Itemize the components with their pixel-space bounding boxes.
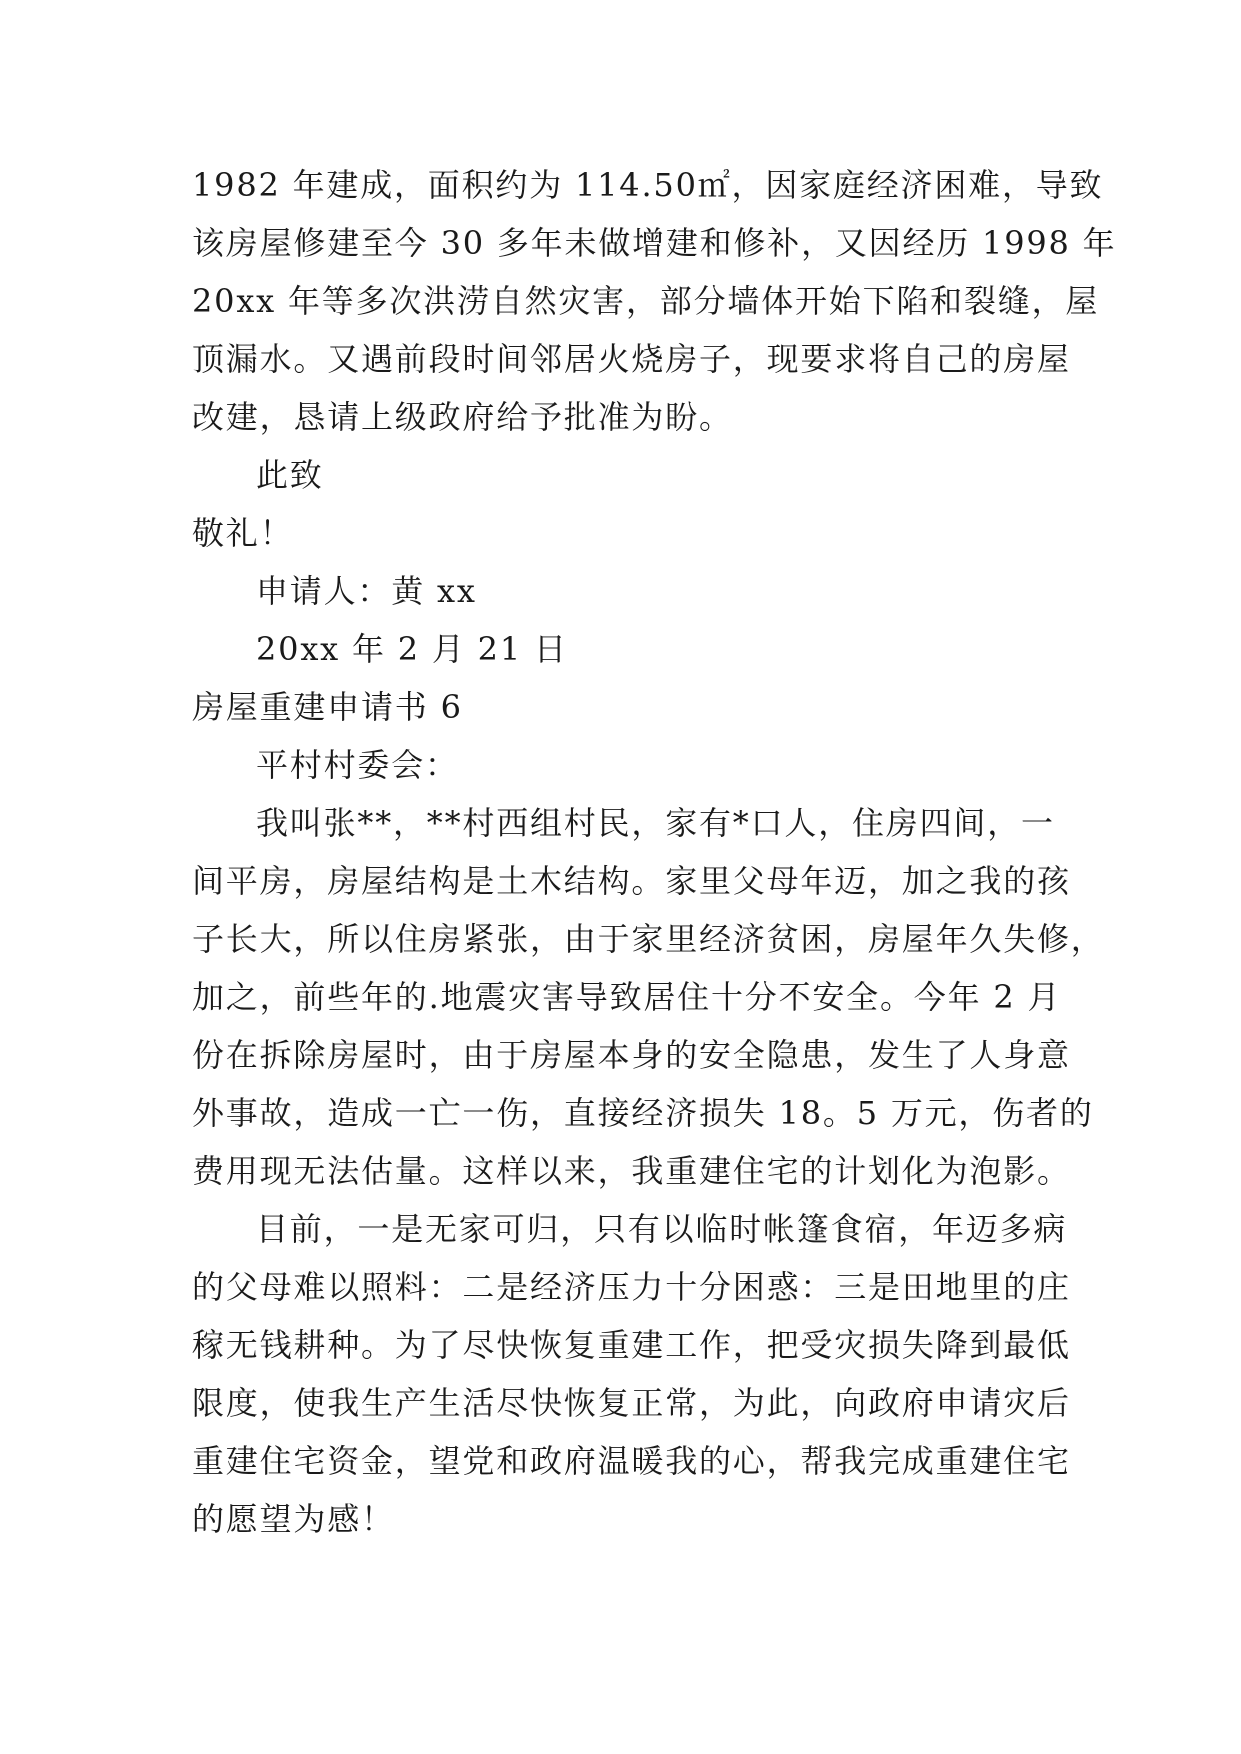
section-title: 房屋重建申请书 6: [192, 688, 463, 726]
text-line: 目前，一是无家可归，只有以临时帐篷食宿，年迈多病: [256, 1210, 1068, 1248]
text-line: 稼无钱耕种。为了尽快恢复重建工作，把受灾损失降到最低: [192, 1326, 1071, 1364]
closing-salutation: 此致: [256, 456, 324, 494]
text-line: 的愿望为感！: [192, 1500, 395, 1538]
text-line: 20xx 年等多次洪涝自然灾害，部分墙体开始下陷和裂缝，屋: [192, 282, 1100, 320]
closing-regards: 敬礼！: [192, 514, 294, 552]
text-line: 间平房，房屋结构是土木结构。家里父母年迈，加之我的孩: [192, 862, 1071, 900]
text-line: 改建，恳请上级政府给予批准为盼。: [192, 398, 733, 436]
applicant-signature: 申请人：黄 xx: [256, 572, 477, 610]
text-line: 我叫张**，**村西组村民，家有*口人，住房四间，一: [256, 804, 1055, 842]
text-line: 1982 年建成，面积约为 114.50㎡，因家庭经济困难，导致: [192, 166, 1104, 204]
letter-date: 20xx 年 2 月 21 日: [256, 630, 568, 668]
text-line: 份在拆除房屋时，由于房屋本身的安全隐患，发生了人身意: [192, 1036, 1071, 1074]
text-line: 的父母难以照料：二是经济压力十分困惑：三是田地里的庄: [192, 1268, 1071, 1306]
text-line: 重建住宅资金，望党和政府温暖我的心，帮我完成重建住宅: [192, 1442, 1071, 1480]
letter-addressee: 平村村委会：: [256, 746, 459, 784]
text-line: 子长大，所以住房紧张，由于家里经济贫困，房屋年久失修，: [192, 920, 1105, 958]
text-line: 费用现无法估量。这样以来，我重建住宅的计划化为泡影。: [192, 1152, 1071, 1190]
text-line: 外事故，造成一亡一伤，直接经济损失 18。5 万元，伤者的: [192, 1094, 1094, 1132]
text-line: 限度，使我生产生活尽快恢复正常，为此，向政府申请灾后: [192, 1384, 1071, 1422]
text-line: 该房屋修建至今 30 多年未做增建和修补，又因经历 1998 年: [192, 224, 1117, 262]
text-line: 顶漏水。又遇前段时间邻居火烧房子，现要求将自己的房屋: [192, 340, 1071, 378]
text-line: 加之，前些年的.地震灾害导致居住十分不安全。今年 2 月: [192, 978, 1062, 1016]
